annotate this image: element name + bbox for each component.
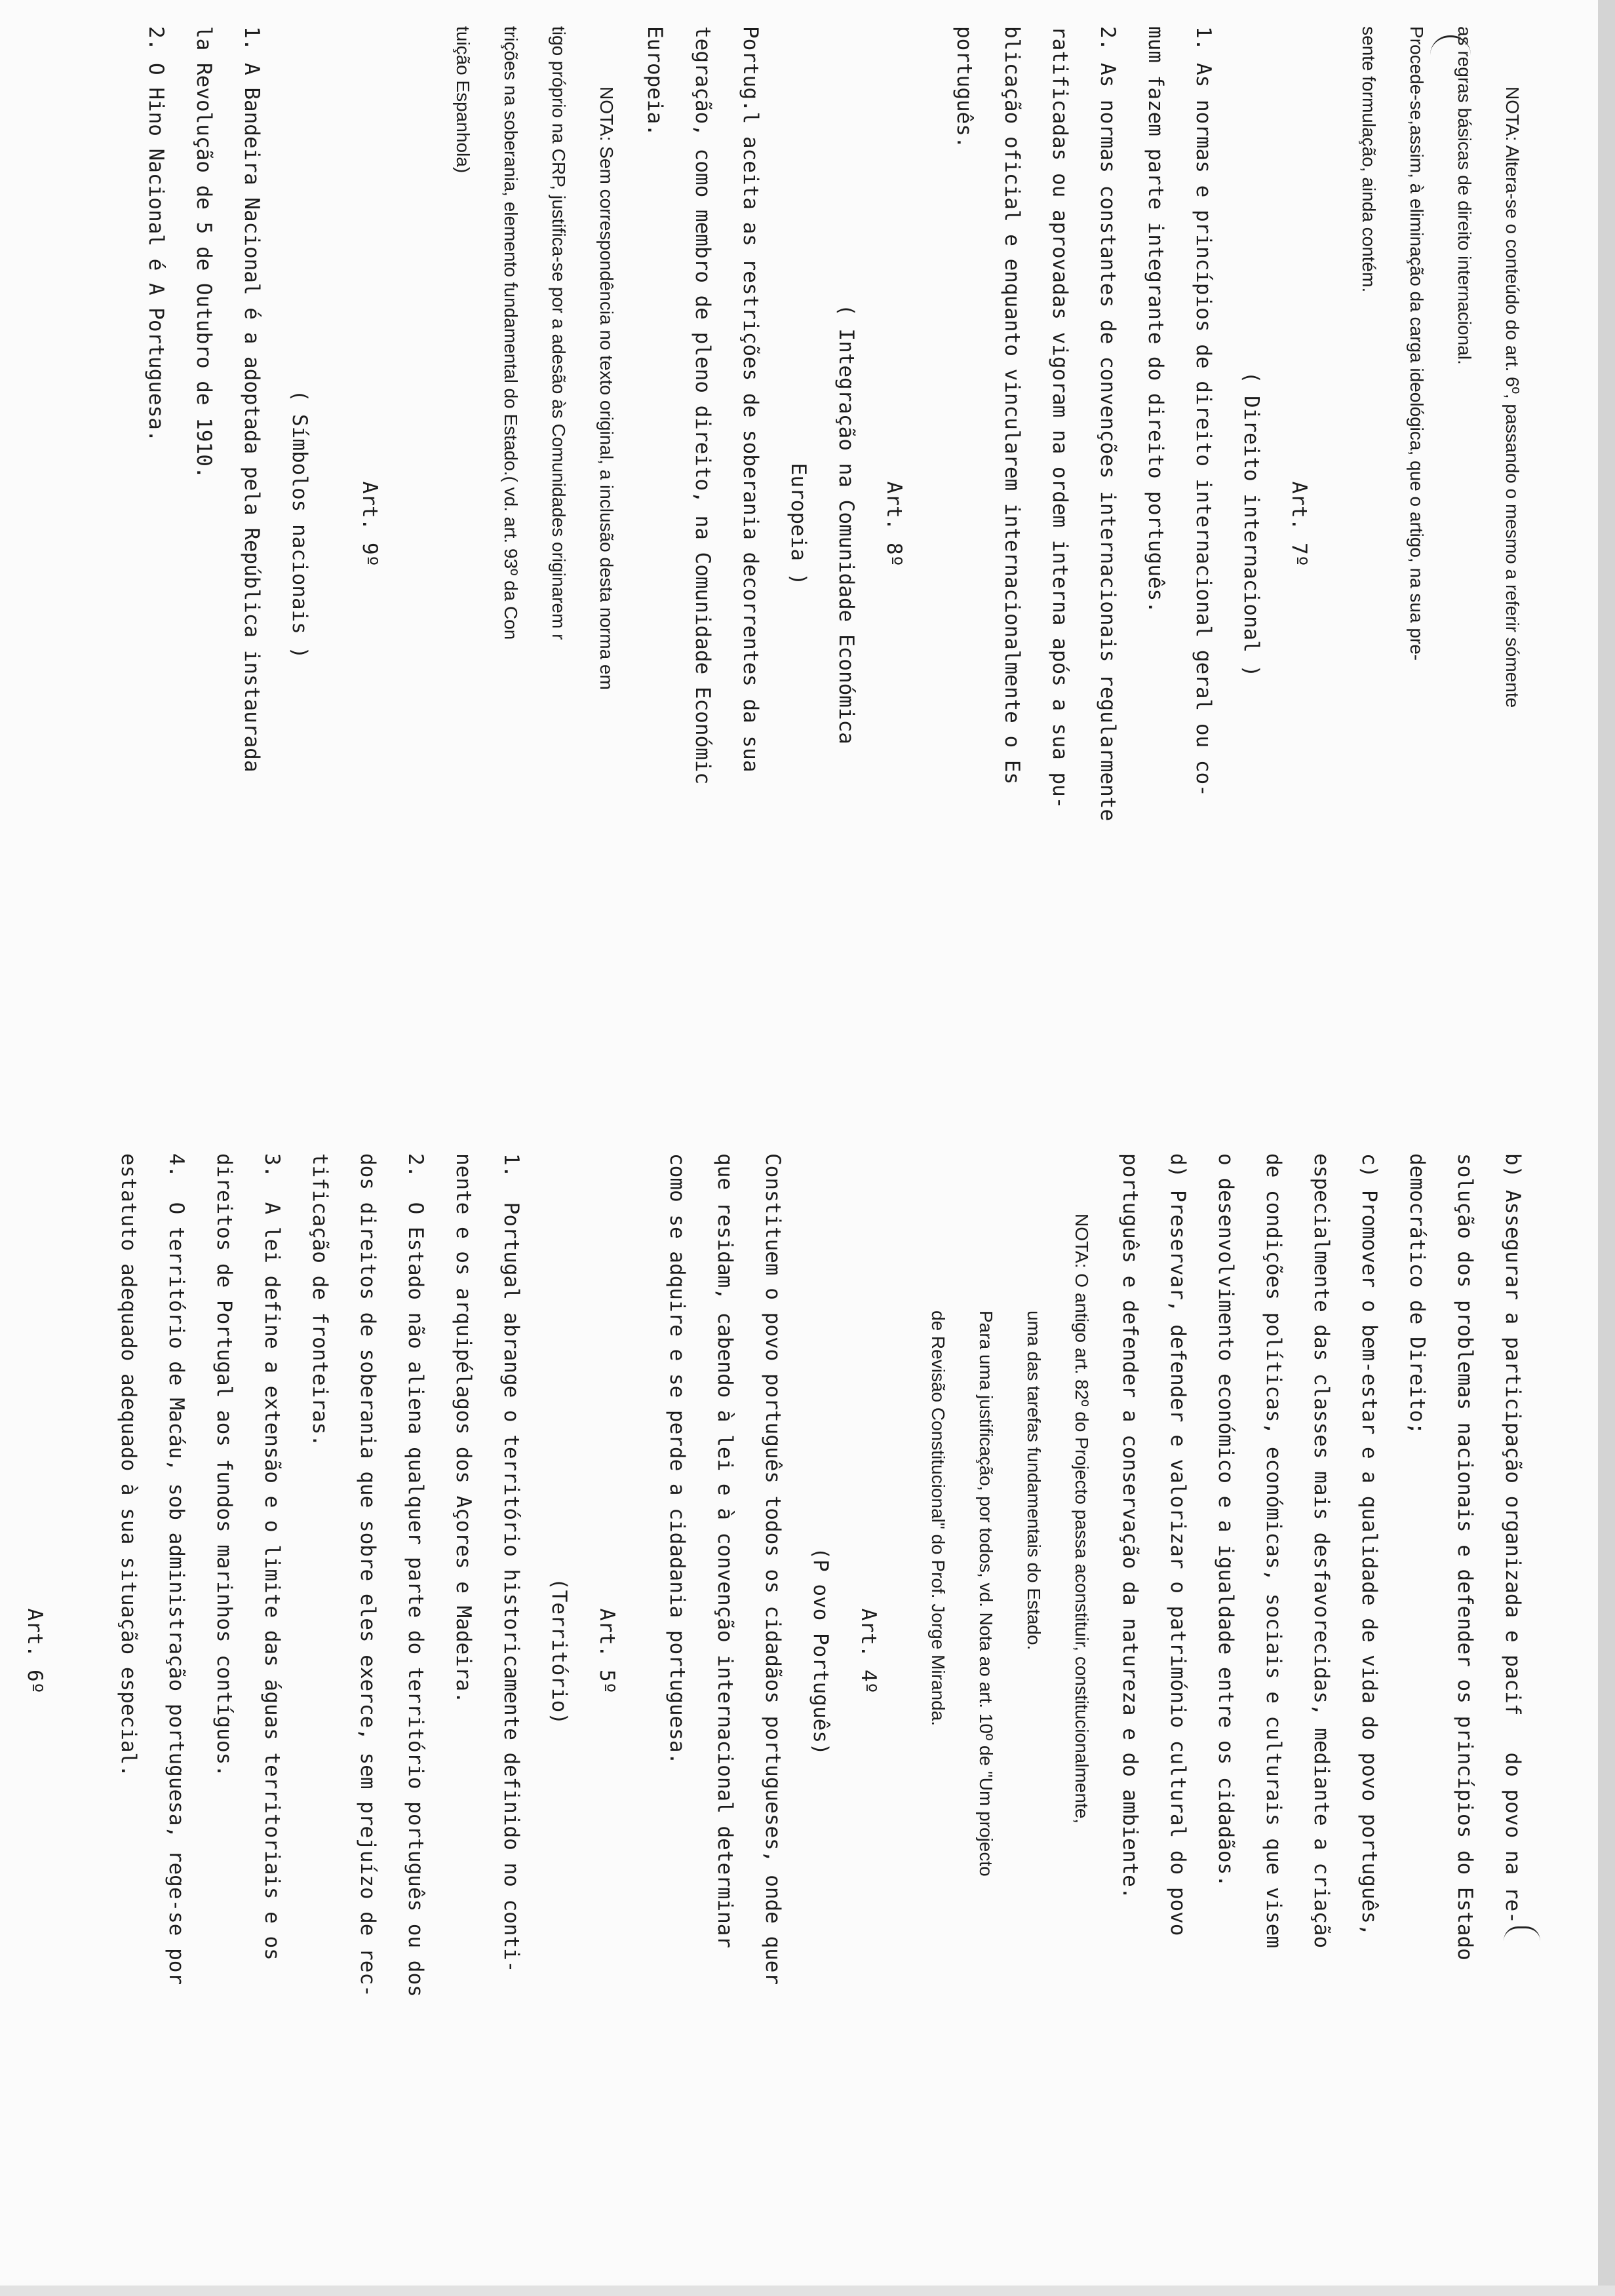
text-line: c) Promover o bem-estar e a qualidade de vida do povo português, — [1357, 1153, 1381, 1936]
text-line: 4. O território de Macáu, sob administração portuguesa, rege-se por — [165, 1153, 188, 1985]
text-line: direitos de Portugal aos fundos marinhos contíguos. — [212, 1153, 236, 1777]
article-heading: Art. 5º — [595, 1608, 619, 1694]
text-line: estatuto adequado adequado à sua situação especial. — [117, 1153, 140, 1777]
note-line: trições na soberania, elemento fundamental do Estado.( vd. art. 93º da Con — [501, 26, 521, 640]
text-line: 1. Portugal abrange o território historicamente definido no conti- — [499, 1153, 523, 1973]
text-line: democrático de Direito; — [1405, 1153, 1429, 1435]
note-line: NOTA: Altera-se o conteúdo do art. 6º, passando o mesmo a referir sómente — [1502, 86, 1523, 708]
text-line: 3. A lei define a extensão e o limite das águas territoriais e os — [260, 1153, 284, 1961]
note-line: Para uma justificação, por todos, vd. Nota ao art. 10º de "Um projecto — [976, 1311, 996, 1877]
handwritten-bracket-mark — [1504, 1926, 1540, 1943]
article-heading: Art. 6º — [23, 1608, 47, 1694]
text-line: Constituem o povo português todos os cidadãos portugueses, onde quer — [761, 1153, 785, 1985]
text-line: como se adquire e se perde a cidadania portuguesa. — [665, 1153, 689, 1765]
text-line: Europeia. — [643, 26, 667, 136]
article-subtitle: (P ovo Português) — [809, 1547, 832, 1755]
right-column — [132, 26, 1536, 1022]
note-line: uma das tarefas fundamentais do Estado. — [1024, 1311, 1044, 1651]
note-line: NOTA: O antigo art. 82º do Projecto passa aconstituir, constitucionalmente, — [1072, 1214, 1092, 1824]
note-line: Procede-se,assim, à eliminação da carga ideológica, que o artigo, na sua pre- — [1407, 26, 1427, 661]
text-line: Portug.l aceita as restrições de soberania decorrentes da sua — [739, 26, 762, 773]
note-line: as regras básicas de direito internacional. — [1454, 26, 1475, 365]
text-line: mum fazem parte integrante do direito português. — [1144, 26, 1167, 613]
article-heading: Art. 9º — [358, 481, 381, 567]
text-line: nente e os arquipélagos dos Açores e Madeira. — [452, 1153, 475, 1704]
text-line: 2. As normas constantes de convenções internacionais regularmente — [1096, 26, 1119, 822]
left-column — [0, 1153, 1536, 2149]
article-heading: Art. 4º — [857, 1608, 880, 1694]
text-line: português. — [952, 26, 976, 149]
text-line: de condições políticas, económicas, sociais e culturais que visem — [1262, 1153, 1285, 1949]
text-line: b) Assegurar a participação organizada e pacif do povo na re- — [1501, 1153, 1525, 1924]
text-line: 1. A Bandeira Nacional é a adoptada pela República instaurada — [240, 26, 263, 773]
text-line: especialmente das classes mais desfavorecidas, mediante a criação — [1310, 1153, 1333, 1949]
note-line: NOTA: Sem correspondência no texto original, a inclusão desta norma em — [596, 86, 617, 690]
text-line: tificação de fronteiras. — [308, 1153, 332, 1447]
note-line: de Revisão Constitucional" do Prof. Jorge Miranda. — [928, 1311, 948, 1727]
text-line: ratificadas ou aprovadas vigoram na ordem interna após a sua pu- — [1048, 26, 1072, 809]
text-line: 2. O Hino Nacional é A Portuguesa. — [144, 26, 168, 442]
text-line: 1. As normas e princípios de direito internacional geral ou co- — [1192, 26, 1215, 797]
text-line: la Revolução de 5 de Outubro de 1910. — [192, 26, 216, 479]
article-subtitle: ( Símbolos nacionais ) — [288, 389, 311, 659]
article-subtitle: ( Direito internacional ) — [1239, 371, 1263, 678]
text-line: solução dos problemas nacionais e defender os princípios do Estado — [1453, 1153, 1477, 1961]
text-line: português e defender a conservação da natureza e do ambiente. — [1118, 1153, 1142, 1900]
article-subtitle: ( Integração na Comunidade Económica — [834, 304, 858, 744]
text-line: dos direitos de soberania que sobre eles exerce, sem prejuízo de rec- — [356, 1153, 379, 1997]
text-line: d) Preservar, defender e valorizar o património cultural do povo — [1166, 1153, 1190, 1936]
note-line: tuição Espanhola) — [453, 26, 473, 174]
article-subtitle: (Território) — [547, 1578, 571, 1725]
text-line: tegração, como membro de pleno direito, na Comunidade Económic — [691, 26, 714, 785]
article-heading: Art. 8º — [882, 481, 906, 567]
note-line: tigo próprio na CRP, justifica-se por a adesão às Comunidades originarem r — [549, 26, 569, 640]
text-line: 2. O Estado não aliena qualquer parte do território português ou dos — [404, 1153, 427, 1997]
article-heading: Art. 7º — [1287, 481, 1311, 567]
text-line: blicação oficial e enquanto vincularem internacionalmente o Es — [1000, 26, 1024, 785]
text-line: o desenvolvimento económico e a igualdade entre os cidadãos. — [1214, 1153, 1237, 1887]
note-line: sente formulação, ainda contém. — [1359, 26, 1379, 293]
article-subtitle: Europeia ) — [787, 463, 810, 586]
text-line: que residam, cabendo à lei e à convenção internacional determinar — [713, 1153, 737, 1949]
